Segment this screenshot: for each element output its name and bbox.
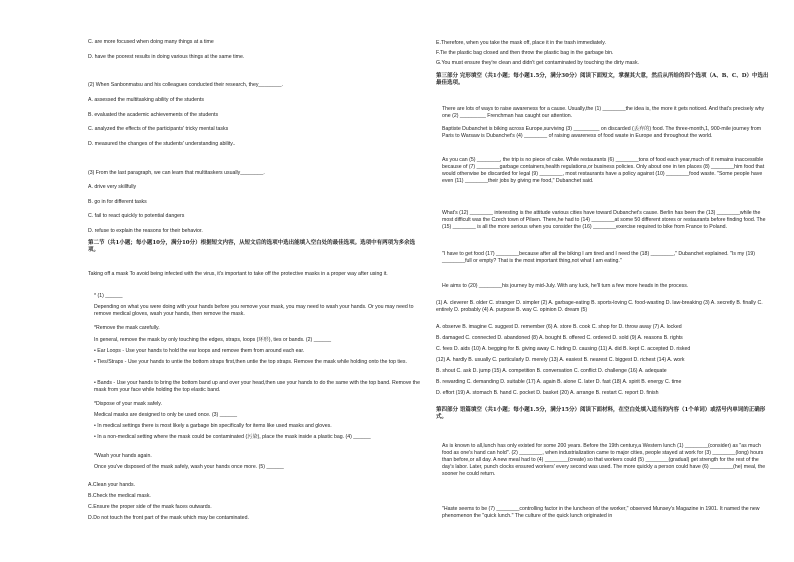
grammar-paragraph: "Haste seems to be (7) ________controlling factor in the luncheon of the worker," observed Munsey's Magazine in 1901. It named the new phenomenon the "quick lunch." The culture of the quick lunch originated in [442, 506, 760, 519]
cloze-options: D. effort (19) A. stomach B. hand C. pocket D. basket (20) A. arrange B. restart C. report D. finish [436, 390, 659, 396]
passage-bullet: • In medical settings there is most likely a garbage bin specifically for items like used masks and gloves. [94, 423, 332, 429]
cloze-options: C. fees D. aids (10) A. begging for B. giving away C. hiding D. causing (11) A. did B. kept C. accepted D. risked [436, 346, 691, 352]
passage-paragraph: Depending on what you were doing with your hands before you remove your mask, you may need to wash your hands. Or you may need to remove medical gloves, wash your hands, then remove the mask. [94, 304, 414, 317]
cloze-options: B. damaged C. connected D. abandoned (8) A. bought B. offered C. ordered D. sold (9) A. reasons B. rights [436, 335, 683, 341]
q1-option-d: D. have the poorest results in doing various things at the same time. [88, 54, 245, 60]
grammar-paragraph: As is known to all,lunch has only existed for some 200 years. Before the 19th century,a Western lunch (1) ________(consider) as "as much food as one's hand can hold". (2) ________, when industrialization came to major cities, people stayed at work for (3) ________(long) hours than before,or all day. A new meal had to (4) ________(create) so that workers could (5) ________(gradual) get strength for the rest of the day's labor. Later, punch clocks ensured workers' every second was used. The more quickly a person could have (6) ________(he) meal, the sooner he could return. [442, 443, 766, 477]
section-2-heading: 第二节（共1小题；每小题10分，满分10分）根据短文内容，从短文后的选项中选出能填入空白处的最佳选项。选项中有两项为多余选项。 [88, 240, 416, 253]
passage-bullet: • In a non-medical setting where the mask could be contaminated (污染), place the mask inside a plastic bag. (4) ______ [94, 434, 371, 440]
passage-paragraph: In general, remove the mask by only touching the edges, straps, loops (环形), ties or bands. (2) ______ [94, 337, 332, 343]
cloze-options: (12) A. hardly B. usually C. particularly D. merely (13) A. easiest B. nearest C. biggest D. richest (14) A. work [436, 357, 685, 363]
question-3-stem: (3) From the last paragraph, we can learn that multitaskers usually________. [88, 170, 265, 176]
option-c: C.Ensure the proper side of the mask faces outwards. [88, 504, 212, 510]
passage-paragraph: Taking off a mask To avoid being infected with the virus, it's important to take off the protective masks in a proper way after using it. [88, 271, 388, 277]
cloze-paragraph: "I have to get food (17) ________because after all the biking I am tired and I need the (18) ________," Dubanchet explained. "Is my (19) ________full or empty? That is the most important thing,not what I am eating." [442, 251, 755, 264]
part-3-heading: 第三部分 完形填空（共1小题；每小题1.5分，满分30分）阅读下面短文，掌握其大意，然后从所给的四个选项（A、B、C、D）中选出最佳选项。 [436, 73, 769, 86]
left-column [88, 0, 423, 562]
right-column [436, 0, 772, 562]
option-a: A.Clean your hands. [88, 482, 136, 488]
passage-bullet: • Bands - Use your hands to bring the bottom band up and over your head,then use your hands to do the same with the top band. Remove the mask from your face while holding the top elastic band. [94, 380, 420, 393]
cloze-paragraph: Baptiste Dubanchet is biking across Europe,surviving (3) _________ on discarded (丢弃的) food. The three-month,1, 900-mile journey from Paris to Warsaw is Dubanchet's (4) ________ of raising awareness of food waste in Europe and throughout the world. [442, 126, 762, 139]
q3-option-d: D. refuse to explain the reasons for their behavior. [88, 228, 203, 234]
passage-subheading: *Dispose of your mask safely. [94, 401, 162, 407]
cloze-paragraph: What's (12) ________ interesting is the attitude various cities have toward Dubanchet's cause. Berlin has been the (13) ________while the most difficult was the Czech town of Pilsen. There,he had to (14) ________at some 50 different stores or restaurants before finding food. The (15) ________ is all the more serious when you consider the (16) ________exercise required to bike from France to Poland. [442, 210, 766, 230]
blank-1: * (1) ______ [94, 293, 123, 299]
passage-paragraph: Once you've disposed of the mask safely, wash your hands once more. (5) ______ [94, 464, 284, 470]
passage-bullet: • Ear Loops - Use your hands to hold the ear loops and remove them from around each ear. [94, 348, 305, 354]
passage-subheading: *Wash your hands again. [94, 453, 152, 459]
question-2-stem: (2) When Sanbonmatsu and his colleagues conducted their research, they________. [88, 82, 283, 88]
cloze-paragraph: He aims to (20) ________his journey by mid-July. With any luck, he'll turn a few more heads in the process. [442, 283, 689, 289]
option-b: B.Check the medical mask. [88, 493, 151, 499]
option-f: F.Tie the plastic bag closed and then throw the plastic bag in the garbage bin. [436, 50, 614, 56]
passage-bullet: • Ties/Straps - Use your hands to untie the bottom straps first,then untie the top straps. Remove the mask while holding onto the top ties. [94, 359, 407, 365]
option-e: E.Therefore, when you take the mask off, place it in the trash immediately. [436, 40, 606, 46]
cloze-paragraph: As you can (5) ________, the trip is no piece of cake. While restaurants (6) ________tons of food each year,much of it remains inaccessible because of (7) ________garbage containers,health regulations,or business policies. Only about one in ten places (8) ________him food that would otherwise be discarded for legal (9) ________, most restaurants have a policy against (10) ________food waste. "Some people have even (11) ________their jobs by giving me food," Dubanchet said. [442, 157, 765, 184]
passage-paragraph: Medical masks are designed to only be used once. (3) ______ [94, 412, 238, 418]
q3-option-c: C. fail to react quickly to potential dangers [88, 213, 185, 219]
q2-option-c: C. analyzed the effects of the participants' tricky mental tasks [88, 126, 229, 132]
q1-option-c: C. are more focused when doing many things at a time [88, 39, 214, 45]
option-g: G.You must ensure they're clean and didn't get contaminated by touching the dirty mask. [436, 60, 640, 66]
cloze-options: B. rewarding C. demanding D. suitable (17) A. again B. alone C. later D. fast (18) A. spirit B. energy C. time [436, 379, 682, 385]
q2-option-d: D. measured the changes of the students' understanding ability.. [88, 141, 236, 147]
option-d: D.Do not touch the front part of the mask which may be contaminated. [88, 515, 249, 521]
cloze-options: A. observe B. imagine C. suggest D. remember (6) A. store B. cook C. shop for D. throw away (7) A. locked [436, 324, 682, 330]
cloze-options: (1) A. cleverer B. older C. stranger D. simpler (2) A. garbage-eating B. sports-loving C. food-wasting D. law-breaking (3) A. secretly B. finally C. entirely D. probably (4) A. purpose B. way C. opinion D. dream (5) [436, 300, 763, 313]
part-4-heading: 第四部分 语篇填空（共1小题；每小题1.5分，满分15分）阅读下面材料，在空白处填入适当的内容（1个单词）或括号内单词的正确形式。 [436, 407, 766, 420]
cloze-paragraph: There are lots of ways to raise awareness for a cause. Usually,the (1) ________the idea is, the more it gets noticed. And that's precisely why one (2) _________ Frenchman has caught our attention. [442, 106, 765, 119]
cloze-options: B. shout C. ask D. jump (15) A. competition B. conversation C. conflict D. challenge (16) A. adequate [436, 368, 667, 374]
q3-option-a: A. drive very skillfully [88, 184, 137, 190]
q3-option-b: B. go in for different tasks [88, 199, 147, 205]
q2-option-b: B. evaluated the academic achievements of the students [88, 112, 219, 118]
q2-option-a: A. assessed the multitasking ability of the students [88, 97, 204, 103]
passage-subheading: *Remove the mask carefully. [94, 325, 160, 331]
